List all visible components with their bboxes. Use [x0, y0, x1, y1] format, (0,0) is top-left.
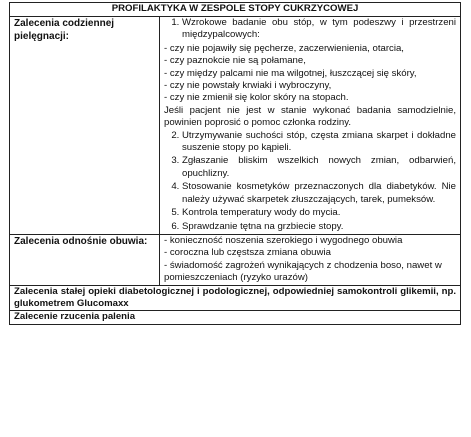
- list-item: - czy paznokcie nie są połamane,: [164, 55, 456, 67]
- list-item: - czy między palcami nie ma wilgotnej, łuszczącej się skóry,: [164, 68, 456, 80]
- list-item: [182, 17, 456, 42]
- item-inspection: Wzrokowe badanie obu stóp, w tym podeszwy i przestrzeni międzypalcowych:: [182, 17, 456, 41]
- self-exam-note: Jeśli pacjent nie jest w stanie wykonać badania samodzielnie, powinien poprosić o pomoc członka rodziny.: [164, 104, 456, 129]
- footwear-list: [164, 235, 456, 285]
- list-item: - czy nie pojawiły się pęcherze, zaczerwienienia, otarcia,: [164, 43, 456, 55]
- list-item: - świadomość zagrożeń wynikających z chodzenia boso, nawet w pomieszczeniach (ryzyko urazów): [164, 260, 456, 285]
- list-item: 3. Zgłaszanie bliskim wszelkich nowych zmian, odbarwień, opuchlizny.: [182, 155, 456, 180]
- list-item: 6. Sprawdzanie tętna na grzbiecie stopy.: [182, 221, 456, 233]
- table-title: PROFILAKTYKA W ZESPOLE STOPY CUKRZYCOWEJ: [10, 3, 461, 17]
- daily-care-list: [164, 17, 456, 42]
- daily-care-content: [160, 17, 461, 235]
- prevention-table: [9, 2, 461, 325]
- ongoing-care-row: Zalecenia stałej opieki diabetologicznej i podologicznej, odpowiedniej samokontroli glikemii, np. glukometrem Glucomaxx: [10, 285, 461, 311]
- list-item: - czy nie powstały krwiaki i wybroczyny,: [164, 80, 456, 92]
- list-item: 5. Kontrola temperatury wody do mycia.: [182, 207, 456, 219]
- list-item: 4. Stosowanie kosmetyków przeznaczonych dla diabetyków. Nie należy używać skarpetek złuszczających, tarek, pumeksów.: [182, 181, 456, 206]
- list-item: - konieczność noszenia szerokiego i wygodnego obuwia: [164, 235, 456, 247]
- list-item: - czy nie zmienił się kolor skóry na stopach.: [164, 92, 456, 104]
- daily-care-list-continued: [164, 130, 456, 233]
- daily-care-label: Zalecenia codziennej pielęgnacji:: [10, 17, 160, 235]
- inspection-sublist: [164, 43, 456, 105]
- smoking-row: Zalecenie rzucenia palenia: [10, 311, 461, 324]
- footwear-content: [160, 234, 461, 285]
- list-item: 2. Utrzymywanie suchości stóp, częsta zmiana skarpet i dokładne suszenie stopy po kąpieli.: [182, 130, 456, 155]
- footwear-label: Zalecenia odnośnie obuwia:: [10, 234, 160, 285]
- list-item: - coroczna lub częstsza zmiana obuwia: [164, 247, 456, 259]
